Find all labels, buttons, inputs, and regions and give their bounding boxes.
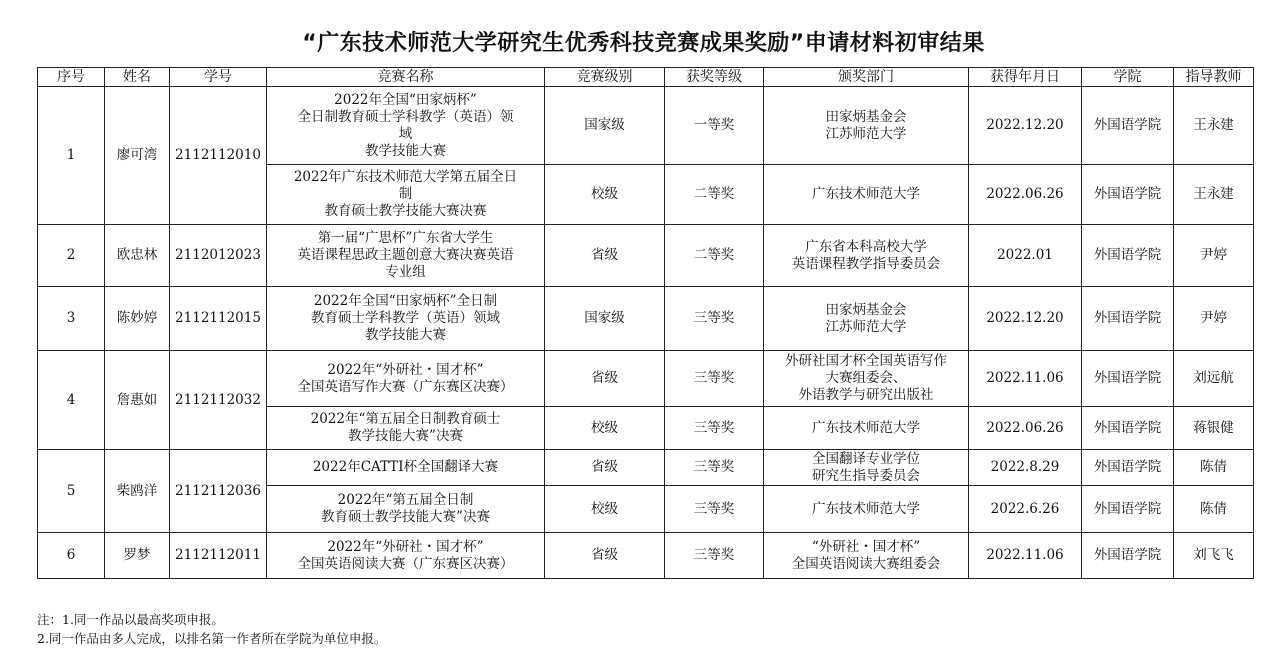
table-row (38, 287, 1254, 351)
cell-advisor: 尹婷 (1174, 287, 1254, 351)
table-row (38, 533, 1254, 579)
cell-student-id: 2112112011 (170, 533, 267, 579)
cell-advisor: 王永建 (1174, 87, 1254, 165)
cell-student-id: 2112112010 (170, 87, 267, 225)
cell-date: 2022.01 (969, 225, 1082, 287)
competition-line: 全国英语写作大赛（广东赛区决赛） (297, 378, 514, 395)
header-row (38, 68, 1254, 87)
cell-level: 省级 (545, 450, 665, 486)
cell-advisor: 王永建 (1174, 165, 1254, 225)
competition-line: 2022年全国“田家炳杯” (334, 91, 477, 108)
cell-competition (267, 407, 545, 450)
issuer-line: 大赛组委会、 (825, 370, 907, 386)
cell-issuer (764, 225, 969, 287)
cell-issuer (764, 87, 969, 165)
results-table (37, 67, 1254, 579)
cell-issuer (764, 351, 969, 407)
cell-competition (267, 486, 545, 533)
issuer-line: 外语教学与研究出版社 (798, 387, 934, 403)
cell-grade: 二等奖 (665, 225, 764, 287)
cell-name: 罗梦 (105, 533, 170, 579)
issuer-line: 江苏师范大学 (825, 125, 907, 142)
cell-student-id: 2112112032 (170, 351, 267, 450)
footnote-2: 2.同一作品由多人完成，以排名第一作者所在学院为单位申报。 (37, 631, 387, 646)
footnote-1: 注：1.同一作品以最高奖项申报。 (37, 612, 224, 627)
issuer-line: 田家炳基金会 (825, 301, 907, 318)
header-level: 竞赛级别 (545, 68, 665, 87)
competition-line: 教育硕士学科教学（英语）领域 (311, 310, 500, 326)
cell-competition (267, 287, 545, 351)
cell-issuer (764, 486, 969, 533)
cell-college: 外国语学院 (1082, 225, 1174, 287)
competition-line: 全国英语阅读大赛（广东赛区决赛） (297, 555, 514, 572)
competition-line: 2022年广东技术师范大学第五届全日 (293, 169, 518, 185)
cell-college: 外国语学院 (1082, 407, 1174, 450)
issuer-line: 广东技术师范大学 (812, 419, 920, 436)
cell-level: 校级 (545, 407, 665, 450)
cell-advisor: 尹婷 (1174, 225, 1254, 287)
issuer-line: 广东省本科高校大学 (805, 238, 927, 255)
cell-no: 1 (38, 87, 105, 225)
issuer-line: 田家炳基金会 (825, 108, 907, 125)
cell-level: 国家级 (545, 287, 665, 351)
cell-student-id: 2112012023 (170, 225, 267, 287)
cell-competition (267, 533, 545, 579)
issuer-line: 英语课程教学指导委员会 (791, 255, 941, 272)
cell-competition (267, 351, 545, 407)
cell-competition (267, 225, 545, 287)
competition-line: 2022年“第五届全日制教育硕士 (310, 411, 501, 427)
cell-name: 柴鸥洋 (105, 450, 170, 533)
competition-line: 专业组 (385, 264, 426, 280)
cell-issuer (764, 165, 969, 225)
header-student-id: 学号 (170, 68, 267, 87)
issuer-line: “外研社・国才杯” (811, 538, 921, 555)
cell-college: 外国语学院 (1082, 533, 1174, 579)
cell-college: 外国语学院 (1082, 87, 1174, 165)
cell-level: 国家级 (545, 87, 665, 165)
header-date: 获得年月日 (969, 68, 1082, 87)
competition-line: 2022年“第五届全日制 (337, 492, 474, 508)
header-grade: 获奖等级 (665, 68, 764, 87)
cell-date: 2022.12.20 (969, 287, 1082, 351)
header-college: 学院 (1082, 68, 1174, 87)
page-title: “广东技术师范大学研究生优秀科技竞赛成果奖励”申请材料初审结果 (302, 31, 985, 56)
cell-date: 2022.12.20 (969, 87, 1082, 165)
cell-issuer (764, 533, 969, 579)
cell-advisor: 陈倩 (1174, 450, 1254, 486)
cell-date: 2022.11.06 (969, 351, 1082, 407)
footnotes (37, 610, 386, 648)
cell-level: 省级 (545, 533, 665, 579)
cell-college: 外国语学院 (1082, 287, 1174, 351)
competition-line: 制 (398, 186, 413, 202)
cell-level: 省级 (545, 351, 665, 407)
cell-college: 外国语学院 (1082, 450, 1174, 486)
competition-line: 教学技能大赛 (365, 327, 446, 343)
cell-grade: 三等奖 (665, 407, 764, 450)
cell-college: 外国语学院 (1082, 351, 1174, 407)
competition-line: 第一届“广思杯”广东省大学生 (317, 230, 494, 246)
cell-no: 4 (38, 351, 105, 450)
cell-grade: 三等奖 (665, 533, 764, 579)
cell-date: 2022.06.26 (969, 407, 1082, 450)
header-competition: 竞赛名称 (267, 68, 545, 87)
issuer-line: 外研社国才杯全国英语写作 (785, 353, 947, 369)
cell-student-id: 2112112015 (170, 287, 267, 351)
cell-college: 外国语学院 (1082, 486, 1174, 533)
issuer-line: 全国翻译专业学位 (812, 450, 920, 467)
cell-no: 6 (38, 533, 105, 579)
table-row (38, 225, 1254, 287)
table-row (38, 87, 1254, 165)
cell-advisor: 蒋银健 (1174, 407, 1254, 450)
cell-date: 2022.8.29 (969, 450, 1082, 486)
issuer-line: 广东技术师范大学 (812, 500, 920, 517)
issuer-line: 江苏师范大学 (825, 318, 907, 335)
cell-grade: 三等奖 (665, 287, 764, 351)
cell-grade: 三等奖 (665, 486, 764, 533)
issuer-line: 研究生指导委员会 (812, 467, 920, 484)
cell-grade: 二等奖 (665, 165, 764, 225)
competition-line: 2022年“外研社・国才杯” (327, 361, 484, 378)
cell-competition (267, 450, 545, 486)
cell-level: 校级 (545, 165, 665, 225)
cell-date: 2022.6.26 (969, 486, 1082, 533)
cell-no: 5 (38, 450, 105, 533)
cell-issuer (764, 287, 969, 351)
cell-grade: 一等奖 (665, 87, 764, 165)
header-no: 序号 (38, 68, 105, 87)
cell-competition (267, 165, 545, 225)
cell-name: 詹惠如 (105, 351, 170, 450)
cell-issuer (764, 407, 969, 450)
cell-level: 省级 (545, 225, 665, 287)
competition-line: 教育硕士教学技能大赛”决赛 (321, 509, 490, 525)
competition-line: 教学技能大赛 (365, 142, 446, 159)
cell-advisor: 刘飞飞 (1174, 533, 1254, 579)
issuer-line: 全国英语阅读大赛组委会 (791, 555, 941, 572)
cell-name: 陈妙婷 (105, 287, 170, 351)
table-row (38, 450, 1254, 486)
cell-level: 校级 (545, 486, 665, 533)
header-name: 姓名 (105, 68, 170, 87)
competition-line: 2022年CATTI杯全国翻译大赛 (312, 459, 499, 475)
table-row (38, 351, 1254, 407)
cell-date: 2022.06.26 (969, 165, 1082, 225)
cell-advisor: 刘远航 (1174, 351, 1254, 407)
cell-college: 外国语学院 (1082, 165, 1174, 225)
cell-no: 3 (38, 287, 105, 351)
cell-no: 2 (38, 225, 105, 287)
header-advisor: 指导教师 (1174, 68, 1254, 87)
competition-line: 域 (398, 125, 413, 142)
cell-grade: 三等奖 (665, 351, 764, 407)
issuer-line: 广东技术师范大学 (812, 186, 920, 202)
competition-line: 教学技能大赛”决赛 (348, 428, 463, 444)
competition-line: 教育硕士教学技能大赛决赛 (324, 203, 487, 219)
cell-name: 欧忠林 (105, 225, 170, 287)
cell-date: 2022.11.06 (969, 533, 1082, 579)
competition-line: 英语课程思政主题创意大赛决赛英语 (297, 247, 514, 263)
cell-grade: 三等奖 (665, 450, 764, 486)
competition-line: 2022年全国“田家炳杯”全日制 (313, 293, 498, 309)
header-issuer: 颁奖部门 (764, 68, 969, 87)
cell-advisor: 陈倩 (1174, 486, 1254, 533)
cell-name: 廖可湾 (105, 87, 170, 225)
cell-student-id: 2112112036 (170, 450, 267, 533)
cell-competition (267, 87, 545, 165)
cell-issuer (764, 450, 969, 486)
competition-line: 全日制教育硕士学科教学（英语）领 (297, 108, 514, 125)
competition-line: 2022年“外研社・国才杯” (327, 538, 484, 555)
